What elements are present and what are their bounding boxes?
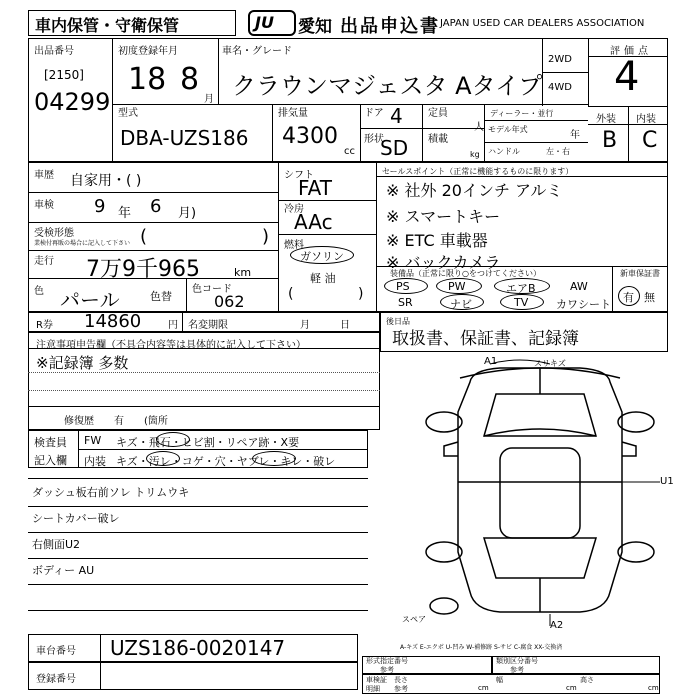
- drive-2wd: 2WD: [548, 54, 572, 65]
- cert-dims-label: 車検証: [366, 676, 387, 684]
- inspection-month-unit: 月): [178, 206, 197, 221]
- cooling-label: 冷房: [284, 204, 304, 215]
- car-name-value: クラウンマジェスタ Aタイプ: [232, 72, 543, 100]
- mileage-label: 走行: [34, 256, 54, 267]
- ju-logo-mark: JU: [255, 13, 274, 32]
- type-designation-label: 形式指定番号: [366, 657, 408, 665]
- dealer-label: ディーラー・並行: [490, 109, 554, 118]
- acceptance-note: 業検付再販の場合に記入して下さい: [34, 240, 131, 247]
- equip-ps: PS: [396, 280, 410, 293]
- displacement-value: 4300: [282, 124, 338, 149]
- color-label: 色: [34, 286, 44, 297]
- capacity-unit: 人: [474, 122, 484, 133]
- interior-label: 内装: [636, 114, 656, 125]
- equip-leather: カワシート: [556, 298, 611, 311]
- cooling-value: AAc: [294, 210, 333, 234]
- color-code-label: 色コード: [192, 284, 232, 295]
- cert-dims-height: 高さ: [580, 676, 594, 684]
- doors-label: ドア: [364, 108, 384, 119]
- inspection-year-unit: 年: [118, 206, 132, 221]
- model-value: DBA-UZS186: [120, 126, 249, 150]
- name-change-label: 名変期限: [188, 320, 228, 331]
- model-year-unit: 年: [570, 130, 580, 141]
- cert-dims-sub: 明細: [366, 685, 380, 693]
- inspection-year: 9: [94, 196, 106, 217]
- displacement-unit: cc: [344, 146, 355, 157]
- registration-label: 登録番号: [36, 674, 76, 685]
- equip-sr: SR: [398, 296, 413, 309]
- cert-dims-width-unit: cm: [566, 684, 577, 692]
- equip-pw: PW: [448, 280, 466, 293]
- equipment-label: 装備品（正常に限り○をつけてください）: [390, 269, 541, 278]
- chassis-value: UZS186-0020147: [110, 636, 286, 660]
- lot-sub-number: [2150]: [44, 68, 84, 82]
- cert-dims-width: 幅: [496, 676, 503, 684]
- accessories-value: 取扱書、保証書、記録簿: [392, 329, 579, 349]
- sales-point-line-2: ※ スマートキー: [386, 207, 501, 226]
- car-damage-diagram: [400, 352, 680, 632]
- first-reg-month-unit: 月: [204, 94, 214, 105]
- type-designation-ref: 参考: [380, 666, 394, 674]
- history-value: 自家用・( ): [70, 173, 142, 189]
- exterior-grade: B: [602, 128, 618, 153]
- body-type-value: SD: [380, 136, 409, 160]
- lot-label: 出品番号: [34, 46, 74, 57]
- equip-airbag: エアB: [506, 282, 536, 295]
- handwritten-note-4: ボディー AU: [32, 564, 95, 577]
- lot-number: 04299: [34, 88, 111, 116]
- diagram-label-a1: A1: [484, 356, 498, 367]
- equip-aw: AW: [570, 280, 588, 293]
- handwritten-note-3: 右側面U2: [32, 538, 81, 551]
- acceptance-label: 受検形態: [34, 228, 74, 239]
- inspector-label: 検査員: [34, 436, 67, 449]
- new-car-warranty-label: 新車保証書: [620, 269, 660, 278]
- chassis-label: 車台番号: [36, 646, 76, 657]
- sales-point-label: セールスポイント（正常に機能するものに限ります）: [382, 167, 574, 176]
- body-type-label: 形状: [364, 134, 384, 145]
- history-label: 車歴: [34, 170, 54, 181]
- inspector-interior-label: 内装: [84, 455, 106, 468]
- doors-value: 4: [390, 104, 403, 128]
- notes-line-1: ※記録簿 多数: [36, 354, 129, 372]
- sales-point-line-1: ※ 社外 20インチ アルミ: [386, 181, 563, 200]
- recycle-label: R券: [36, 320, 53, 331]
- cert-dims-length: 長さ: [394, 676, 408, 684]
- inspector-sub: 記入欄: [34, 454, 67, 467]
- inspection-month: 6: [150, 196, 162, 217]
- model-year-label: モデル年式: [488, 125, 528, 134]
- name-change-day: 日: [340, 320, 350, 331]
- handle-label: ハンドル: [488, 147, 520, 156]
- equip-tv: TV: [514, 296, 529, 309]
- drive-4wd: 4WD: [548, 82, 572, 93]
- fuel-paren-open: (: [288, 286, 294, 302]
- warranty-no: 無: [644, 291, 655, 304]
- diagram-label-spare: スペア: [402, 615, 426, 624]
- category-number-ref: 参考: [510, 666, 524, 674]
- repair-history-label: 修復歴: [64, 416, 94, 427]
- storage-label-box: [28, 10, 236, 36]
- car-name-label: 車名・グレード: [222, 46, 292, 57]
- inspector-fw-label: FW: [84, 434, 102, 447]
- cert-dims-length-unit: cm: [478, 684, 489, 692]
- interior-grade: C: [642, 128, 658, 153]
- rating-label: 評価点: [610, 46, 652, 57]
- fuel-label: 燃料: [284, 240, 304, 251]
- document-title: 出品申込書: [340, 16, 440, 37]
- category-number-label: 類別区分番号: [496, 657, 538, 665]
- mileage-value: 7万9千965: [86, 257, 200, 282]
- warranty-yes: 有: [623, 291, 634, 304]
- recycle-unit: 円: [168, 320, 178, 331]
- first-reg-month: 8: [180, 62, 200, 97]
- load-unit: kg: [470, 150, 480, 159]
- handle-options: 左・右: [546, 147, 570, 156]
- accessories-label: 後日品: [386, 317, 410, 326]
- registration-row: [28, 662, 358, 690]
- color-code-value: 062: [214, 292, 245, 311]
- equip-navi: ナビ: [450, 298, 472, 311]
- cert-dims-ref: 参考: [394, 685, 408, 693]
- fuel-gasoline: ガソリン: [300, 250, 344, 263]
- logo-text: 愛知: [298, 17, 332, 37]
- recycle-value: 14860: [84, 311, 142, 332]
- inspector-row-2: キズ・汚レ・コゲ・穴・ヤブレ・キレ・破レ: [116, 455, 336, 468]
- shift-value: FAT: [298, 176, 333, 200]
- first-reg-year: 18: [128, 62, 167, 97]
- fuel-paren-close: ): [358, 286, 364, 302]
- rating-value: 4: [614, 54, 640, 100]
- repair-history-value: 有: [114, 416, 124, 427]
- diagram-label-scratch: スリキズ: [534, 359, 566, 368]
- sales-point-line-4: ※ バックカメラ: [386, 253, 501, 272]
- fuel-diesel: 軽 油: [310, 272, 336, 285]
- diagram-label-a2: A2: [550, 620, 564, 631]
- notes-label: 注意事項申告欄（不具合内容等は具体的に記入して下さい）: [36, 340, 306, 351]
- displacement-label: 排気量: [278, 108, 308, 119]
- handwritten-note-1: ダッシュ板右前ソレ トリムウキ: [32, 486, 190, 499]
- storage-label: 車内保管・守衛保管: [35, 16, 180, 35]
- inspection-label: 車検: [34, 200, 54, 211]
- name-change-month: 月: [300, 320, 310, 331]
- cert-dims-height-unit: cm: [648, 684, 659, 692]
- shift-label: シフト: [284, 170, 314, 181]
- mileage-unit: km: [234, 266, 252, 279]
- diagram-label-u1: U1: [660, 476, 674, 487]
- handwritten-note-2: シートカバー破レ: [32, 512, 120, 525]
- acceptance-paren-open: (: [140, 226, 148, 247]
- color-change-label: 色替: [150, 290, 172, 303]
- repair-history-close: (箇所: [144, 416, 168, 427]
- diagram-legend: A-キズ E-エクボ U-凹み W-補修跡 S-サビ C-腐食 XX-交換済: [400, 644, 563, 651]
- association-name: JAPAN USED CAR DEALERS ASSOCIATION: [440, 18, 645, 29]
- color-value: パール: [60, 288, 120, 312]
- inspector-row-1: キズ・飛石・ヒビ割・リペア跡・X要: [116, 436, 300, 449]
- sales-point-line-3: ※ ETC 車載器: [386, 231, 488, 250]
- acceptance-paren-close: ): [262, 226, 270, 247]
- load-label: 積載: [428, 134, 448, 145]
- exterior-label: 外装: [596, 114, 616, 125]
- capacity-label: 定員: [428, 108, 448, 119]
- model-label: 型式: [118, 108, 138, 119]
- ju-logo: [248, 10, 296, 36]
- first-reg-label: 初度登録年月: [118, 46, 178, 57]
